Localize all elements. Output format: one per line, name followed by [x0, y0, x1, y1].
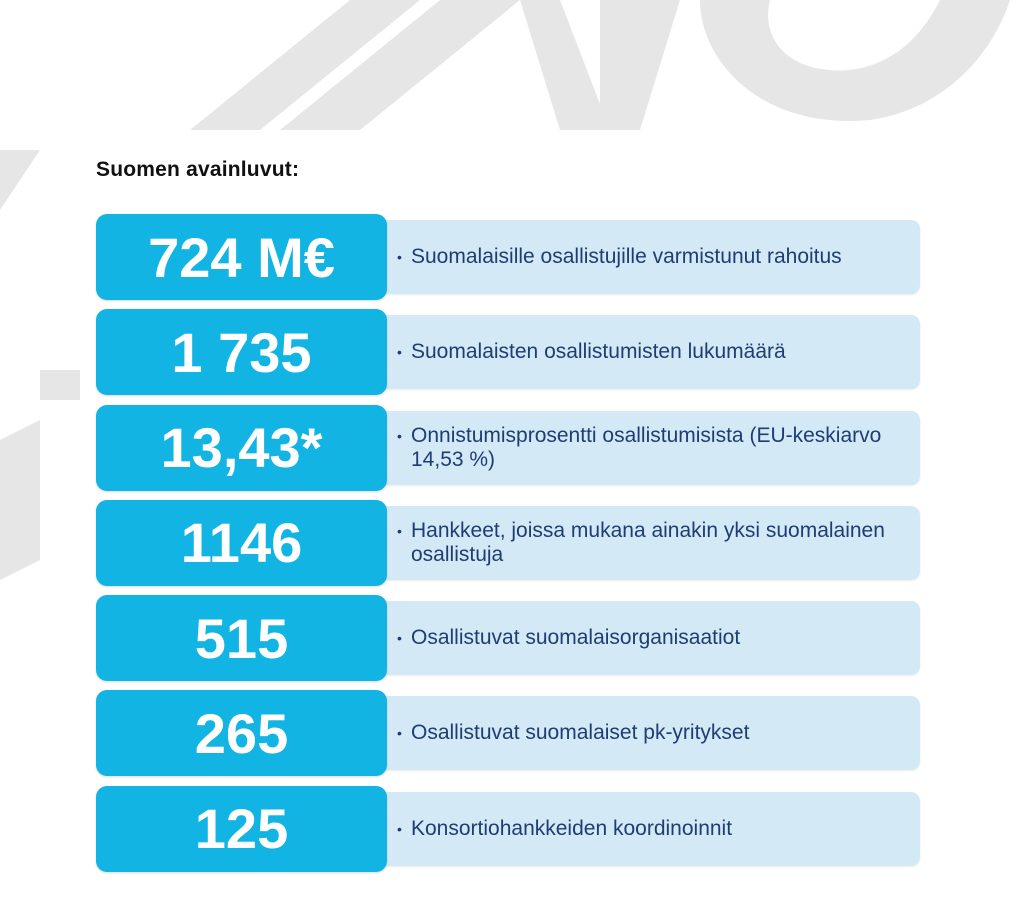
stat-value: 13,43* [96, 405, 387, 491]
stat-value: 265 [96, 690, 387, 776]
stat-description: Hankkeet, joissa mukana ainakin yksi suomalainen osallistuja [411, 518, 885, 566]
bullet-icon: • [397, 820, 402, 837]
stat-description-box [379, 315, 920, 389]
stat-description-box [379, 601, 920, 675]
stat-description-box [379, 220, 920, 294]
stat-description-box [379, 792, 920, 866]
bullet-icon: • [397, 344, 402, 361]
stat-description: Suomalaisille osallistujille varmistunut rahoitus [411, 245, 842, 268]
stat-description: Onnistumisprosentti osallistumisista (EU-keskiarvo 14,53 %) [411, 423, 882, 471]
stat-value: 1146 [96, 500, 387, 586]
stat-row-participations [96, 309, 921, 395]
page-title: Suomen avainluvut: [96, 158, 300, 181]
stat-description: Suomalaisten osallistumisten lukumäärä [411, 340, 786, 364]
stat-row-organisations [96, 595, 921, 681]
stat-value: 515 [96, 595, 387, 681]
stat-description-box [379, 411, 920, 485]
stat-value: 724 M€ [96, 214, 387, 300]
stat-value: 125 [96, 786, 387, 872]
stat-description: Osallistuvat suomalaiset pk-yritykset [411, 721, 750, 745]
stat-description: Osallistuvat suomalaisorganisaatiot [411, 626, 741, 650]
stat-description: Konsortiohankkeiden koordinoinnit [411, 816, 733, 840]
stat-description-box [379, 506, 920, 580]
bullet-icon: • [397, 522, 402, 539]
stat-value: 1 735 [96, 309, 387, 395]
bullet-icon: • [397, 427, 402, 444]
stat-description-box [379, 696, 920, 770]
bullet-icon: • [397, 249, 402, 265]
bullet-icon: • [397, 725, 402, 742]
stat-row-success-rate [96, 405, 921, 491]
stat-row-projects [96, 500, 921, 586]
stat-row-funding [96, 214, 921, 300]
bullet-icon: • [397, 630, 402, 647]
stats-list [96, 214, 921, 881]
stat-row-smes [96, 690, 921, 776]
stat-row-coordinations [96, 786, 921, 872]
